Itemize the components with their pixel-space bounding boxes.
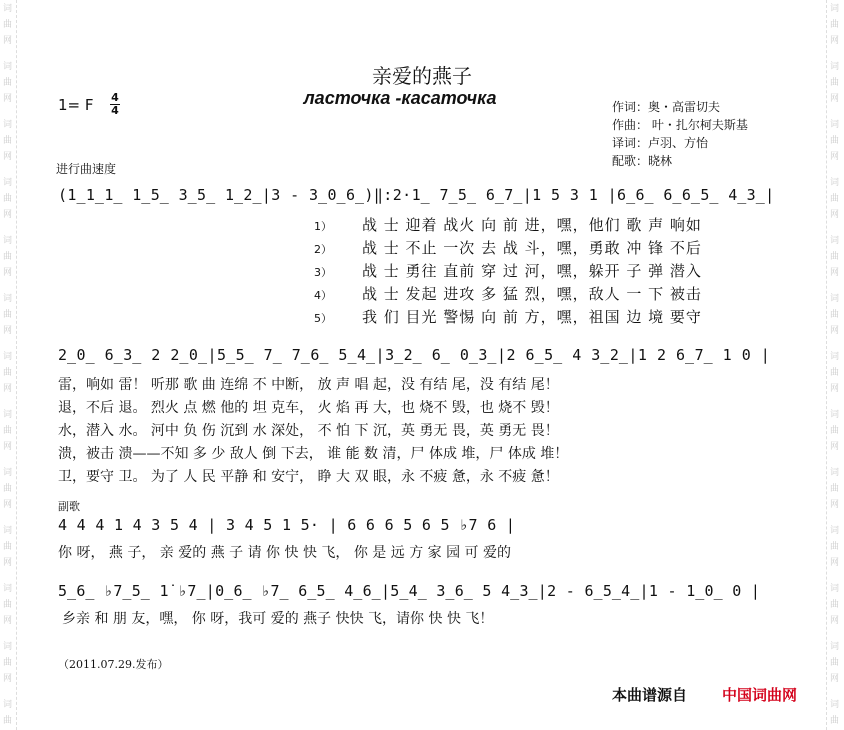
watermark-glyph: 词 <box>829 410 839 420</box>
verse-4-line-1: 战 士 发起 进攻 多 猛 烈，嘿，敌人 一 下 被击 <box>362 285 702 303</box>
verse-2-number: 2） <box>314 243 332 256</box>
watermark-glyph: 网 <box>2 442 12 452</box>
watermark-glyph: 词 <box>829 468 839 478</box>
verse-1-line-1: 战 士 迎着 战火 向 前 进，嘿，他们 歌 声 响如 <box>362 216 702 234</box>
watermark-glyph: 网 <box>2 94 12 104</box>
watermark-glyph: 词 <box>829 584 839 594</box>
watermark-glyph: 网 <box>2 210 12 220</box>
watermark-glyph: 网 <box>2 36 12 46</box>
watermark-glyph: 词 <box>2 4 12 14</box>
watermark-glyph: 词 <box>829 236 839 246</box>
notation-row-3: 4 4 4 1 4 3 5 4 | 3 4 5 1 5· | 6 6 6 5 6 5 ♭7 6 | <box>58 516 516 534</box>
watermark-glyph: 曲 <box>2 78 12 88</box>
verse-5-line-2: 卫，要守 卫。 为了 人 民 平静 和 安宁， 睁 大 双 眼，永 不疲 惫，永 不疲 惫！ <box>58 469 559 485</box>
credit-arranger: 配歌：晓林 <box>612 154 673 168</box>
watermark-glyph: 词 <box>2 526 12 536</box>
chorus-label: 副歌 <box>58 500 80 513</box>
source-site-link[interactable]: 中国词曲网 <box>722 686 798 704</box>
watermark-glyph: 曲 <box>829 542 839 552</box>
verse-5-line-1: 我 们 目光 警惕 向 前 方，嘿，祖国 边 境 要守 <box>362 308 702 326</box>
right-watermark-strip <box>826 0 843 730</box>
watermark-glyph: 网 <box>829 94 839 104</box>
time-sig-top: 4 <box>111 91 119 104</box>
watermark-glyph: 词 <box>2 584 12 594</box>
watermark-glyph: 网 <box>829 616 839 626</box>
watermark-glyph: 词 <box>829 352 839 362</box>
watermark-glyph: 曲 <box>2 600 12 610</box>
watermark-glyph: 曲 <box>829 716 839 726</box>
watermark-glyph: 网 <box>2 326 12 336</box>
verse-3-line-1: 战 士 勇往 直前 穿 过 河，嘿，躲开 子 弹 潜入 <box>362 262 702 280</box>
source-label: 本曲谱源自 <box>612 686 688 704</box>
watermark-glyph: 网 <box>2 500 12 510</box>
watermark-glyph: 词 <box>829 526 839 536</box>
watermark-glyph: 曲 <box>2 658 12 668</box>
publish-date: （2011.07.29.发布） <box>58 658 169 671</box>
watermark-glyph: 曲 <box>2 20 12 30</box>
verse-3-line-2: 水，潜入 水。 河中 负 伤 沉到 水 深处， 不 怕 下 沉，英 勇无 畏，英 勇无 畏！ <box>58 423 559 439</box>
watermark-glyph: 词 <box>829 120 839 130</box>
verse-2-line-1: 战 士 不止 一次 去 战 斗，嘿，勇敢 冲 锋 不后 <box>362 239 702 257</box>
watermark-glyph: 曲 <box>829 20 839 30</box>
watermark-glyph: 词 <box>2 700 12 710</box>
left-watermark-strip <box>0 0 17 730</box>
watermark-glyph: 词 <box>829 294 839 304</box>
watermark-glyph: 曲 <box>829 658 839 668</box>
watermark-glyph: 网 <box>829 674 839 684</box>
watermark-glyph: 词 <box>2 62 12 72</box>
watermark-glyph: 网 <box>829 326 839 336</box>
watermark-glyph: 词 <box>2 410 12 420</box>
watermark-glyph: 曲 <box>2 542 12 552</box>
verse-4-line-2: 溃，被击 溃——不知 多 少 敌人 倒 下去， 谁 能 数 清，尸 体成 堆，尸 体成 堆！ <box>58 446 569 462</box>
watermark-glyph: 网 <box>829 210 839 220</box>
verse-1-line-2: 雷，响如 雷！ 听那 歌 曲 连绵 不 中断， 放 声 唱 起，没 有结 尾，没 有结 尾！ <box>58 377 559 393</box>
time-sig-bottom: 4 <box>111 104 119 117</box>
watermark-glyph: 网 <box>829 442 839 452</box>
watermark-glyph: 网 <box>829 36 839 46</box>
watermark-glyph: 网 <box>2 616 12 626</box>
watermark-glyph: 词 <box>2 236 12 246</box>
watermark-glyph: 曲 <box>829 484 839 494</box>
watermark-glyph: 词 <box>2 468 12 478</box>
watermark-glyph: 曲 <box>829 78 839 88</box>
watermark-glyph: 词 <box>829 642 839 652</box>
credit-lyricist: 作词：奥・高雷切夫 <box>612 100 721 114</box>
watermark-glyph: 网 <box>2 674 12 684</box>
notation-row-4: 5̲6̲ ♭7̲5̲ 1̇ ♭7̲|0̲6̲ ♭7̲ 6̲5̲ 4̲6̲|5̲4̲ 3̲6̲ 5 4̲3̲|2 - 6̲5̲4̲|1 - 1̲0̲ 0 | <box>58 582 761 600</box>
watermark-glyph: 曲 <box>829 426 839 436</box>
watermark-glyph: 曲 <box>2 252 12 262</box>
verse-3-number: 3） <box>314 266 332 279</box>
watermark-glyph: 曲 <box>2 716 12 726</box>
watermark-glyph: 曲 <box>2 484 12 494</box>
watermark-glyph: 网 <box>2 268 12 278</box>
key-signature: 1= F <box>58 96 94 114</box>
verse-5-number: 5） <box>314 312 332 325</box>
chorus-lyrics-1: 你 呀， 燕 子， 亲 爱的 燕 子 请 你 快 快 飞， 你 是 远 方 家 园 可 爱的 <box>58 545 512 561</box>
time-signature <box>110 92 120 117</box>
watermark-glyph: 网 <box>2 152 12 162</box>
watermark-glyph: 网 <box>2 384 12 394</box>
watermark-glyph: 曲 <box>2 426 12 436</box>
watermark-glyph: 曲 <box>829 194 839 204</box>
watermark-glyph: 词 <box>829 178 839 188</box>
watermark-glyph: 网 <box>829 268 839 278</box>
verse-1-number: 1） <box>314 220 332 233</box>
verse-2-line-2: 退，不后 退。 烈火 点 燃 他的 坦 克车， 火 焰 再 大，也 烧不 毁，也 烧不 毁！ <box>58 400 559 416</box>
watermark-glyph: 网 <box>829 384 839 394</box>
watermark-glyph: 曲 <box>829 368 839 378</box>
tempo-marking: 进行曲速度 <box>56 162 117 176</box>
chorus-lyrics-2: 乡亲 和 朋 友，嘿， 你 呀，我可 爱的 燕子 快快 飞，请你 快 快 飞！ <box>62 611 494 627</box>
watermark-glyph: 网 <box>2 558 12 568</box>
watermark-glyph: 曲 <box>2 194 12 204</box>
watermark-glyph: 曲 <box>829 252 839 262</box>
credit-translator: 译词：卢羽、方怡 <box>612 136 709 150</box>
watermark-glyph: 曲 <box>2 368 12 378</box>
verse-4-number: 4） <box>314 289 332 302</box>
watermark-glyph: 网 <box>829 152 839 162</box>
watermark-glyph: 曲 <box>2 310 12 320</box>
notation-row-1: (1̲1̲1̲ 1̲5̲ 3̲5̲ 1̲2̲|3 - 3̲0̲6̲)‖:2·1̲ 7̲5̲ 6̲7̲|1 5 3 1 |6̲6̲ 6̲6̲5̲ 4̲3̲| <box>58 186 775 204</box>
watermark-glyph: 词 <box>829 4 839 14</box>
watermark-glyph: 网 <box>829 558 839 568</box>
watermark-glyph: 词 <box>2 642 12 652</box>
song-title: 亲爱的燕子 <box>372 64 472 88</box>
credit-composer: 作曲： 叶・扎尔柯夫斯基 <box>612 118 748 132</box>
watermark-glyph: 网 <box>829 500 839 510</box>
watermark-glyph: 词 <box>2 352 12 362</box>
watermark-glyph: 词 <box>2 120 12 130</box>
notation-row-2: 2̲0̲ 6̲3̲ 2 2̲0̲|5̲5̲ 7̲ 7̲6̲ 5̲4̲|3̲2̲ 6̲ 0̲3̲|2 6̲5̲ 4 3̲2̲|1 2 6̲7̲ 1 0 | <box>58 346 771 364</box>
watermark-glyph: 词 <box>2 294 12 304</box>
song-subtitle-russian: ласточка -касаточка <box>303 88 497 108</box>
watermark-glyph: 词 <box>2 178 12 188</box>
watermark-glyph: 曲 <box>829 136 839 146</box>
watermark-glyph: 词 <box>829 62 839 72</box>
watermark-glyph: 曲 <box>829 310 839 320</box>
watermark-glyph: 曲 <box>829 600 839 610</box>
watermark-glyph: 词 <box>829 700 839 710</box>
watermark-glyph: 曲 <box>2 136 12 146</box>
